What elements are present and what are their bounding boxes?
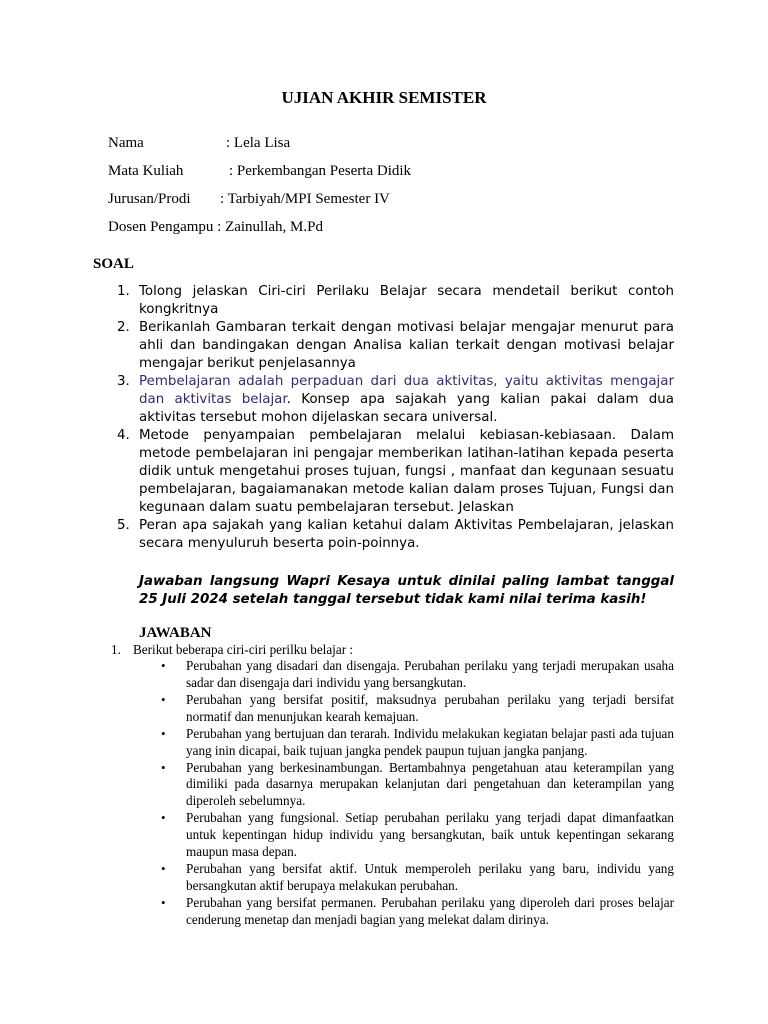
soal-text: Peran apa sajakah yang kalian ketahui dalam Aktivitas Pembelajaran, jelaskan secara menyuluruh beserta poin-poinnya. (139, 518, 674, 551)
bullet-icon: • (161, 691, 166, 707)
meta-value: : Tarbiyah/MPI Semester IV (220, 191, 390, 207)
soal-number: 5. (117, 518, 130, 533)
jawaban-bullet-list (93, 658, 674, 929)
soal-list (93, 283, 674, 553)
meta-value: : Perkembangan Peserta Didik (229, 163, 412, 179)
bullet-icon: • (161, 658, 166, 673)
soal-number: 3. (117, 374, 130, 389)
bullet-icon: • (161, 860, 166, 876)
bullet-item (93, 810, 674, 860)
bullet-icon: • (161, 894, 166, 910)
meta-value: : Zainullah, M.Pd (217, 219, 323, 235)
soal-highlight-text: Pembelajaran adalah perpaduan dari dua aktivitas, yaitu aktivitas mengajar dan aktivitas belajar (139, 374, 674, 407)
soal-item (93, 427, 674, 517)
deadline-note: Jawaban langsung Wapri Kesaya untuk dinilai paling lambat tanggal 25 Juli 2024 setelah tanggal tersebut tidak kami nilai terima kasih! (139, 574, 674, 607)
jawaban-heading: JAWABAN (139, 625, 212, 641)
bullet-item (93, 658, 674, 691)
meta-label: Mata Kuliah (108, 163, 184, 179)
bullet-icon: • (161, 759, 166, 775)
bullet-icon: • (161, 725, 166, 741)
soal-item (93, 373, 674, 427)
soal-text: Tolong jelaskan Ciri-ciri Perilaku Belajar secara mendetail berikut contoh kongkritnya (139, 284, 674, 317)
soal-number: 2. (117, 320, 130, 335)
soal-number: 4. (117, 428, 130, 443)
soal-text: Berikanlah Gambaran terkait dengan motivasi belajar mengajar menurut para ahli dan bandingakan dengan Analisa kalian terkait dengan motivasi belajar mengajar berikut penjelasannya (139, 320, 674, 371)
bullet-item (93, 760, 674, 810)
bullet-text: Perubahan yang bersifat permanen. Perubahan perilaku yang diperoleh dari proses belajar cenderung menetap dan menjadi bagian yang melekat dalam dirinya. (186, 894, 674, 927)
bullet-item (93, 895, 674, 928)
soal-number: 1. (117, 284, 130, 299)
meta-label: Nama (108, 135, 144, 151)
soal-item (93, 319, 674, 373)
soal-heading: SOAL (93, 256, 134, 272)
meta-label: Jurusan/Prodi (108, 191, 191, 207)
jawaban-intro (93, 642, 353, 658)
soal-item (93, 517, 674, 553)
bullet-item (93, 861, 674, 894)
meta-row-dosen (93, 202, 323, 253)
bullet-text: Perubahan yang berkesinambungan. Bertambahnya pengetahuan atau keterampilan yang dimiliki pada dasarnya merupakan kelanjutan dari pengetahuan dan keterampilan yang diperoleh sebelumnya. (186, 759, 674, 809)
meta-label: Dosen Pengampu (108, 219, 214, 235)
page-title: UJIAN AKHIR SEMISTER (281, 88, 487, 107)
meta-value: : Lela Lisa (226, 135, 291, 151)
soal-text: Metode penyampaian pembelajaran melalui kebiasan-kebiasaan. Dalam metode pembelajaran ini pengajar memberikan latihan-latihan kepada peserta didik untuk mengetahui proses tujuan, fungsi , manfaat dan kegunaan sesuatu pembelajaran, bagaiamanakan metode kalian dalam proses Tujuan, Fungsi dan kegunaan dalam suatu pembelajaran tersebut. Jelaskan (139, 428, 674, 515)
soal-text: . Konsep apa sajakah yang kalian pakai dalam dua aktivitas tersebut mohon dijelaskan secara universal. (139, 392, 674, 425)
soal-item (93, 283, 674, 319)
bullet-text: Perubahan yang bersifat aktif. Untuk memperoleh perilaku yang baru, individu yang bersangkutan aktif berupaya melakukan perubahan. (186, 860, 674, 893)
bullet-text: Perubahan yang bertujuan dan terarah. Individu melakukan kegiatan belajar pasti ada tujuan yang inin dicapai, baik tujuan jangka pendek paupun tujuan jangka panjang. (186, 725, 674, 758)
bullet-text: Perubahan yang bersifat positif, maksudnya perubahan perilaku yang terjadi bersifat normatif dan menunjukan kearah kemajuan. (186, 691, 674, 724)
jawaban-intro-text: Berikut beberapa ciri-ciri perilku belajar : (133, 642, 354, 657)
bullet-icon: • (161, 810, 166, 826)
bullet-text: Perubahan yang disadari dan disengaja. Perubahan perilaku yang terjadi merupakan usaha sadar dan disengaja dari individu yang bersangkutan. (186, 658, 674, 690)
bullet-text: Perubahan yang fungsional. Setiap perubahan perilaku yang terjadi dapat dimanfaatkan untuk kepentingan hidup individu yang bersangkutan, baik untuk kepentingan sekarang maupun masa depan. (186, 810, 674, 859)
jawaban-number: 1. (111, 642, 121, 657)
bullet-item (93, 726, 674, 759)
bullet-item (93, 692, 674, 725)
